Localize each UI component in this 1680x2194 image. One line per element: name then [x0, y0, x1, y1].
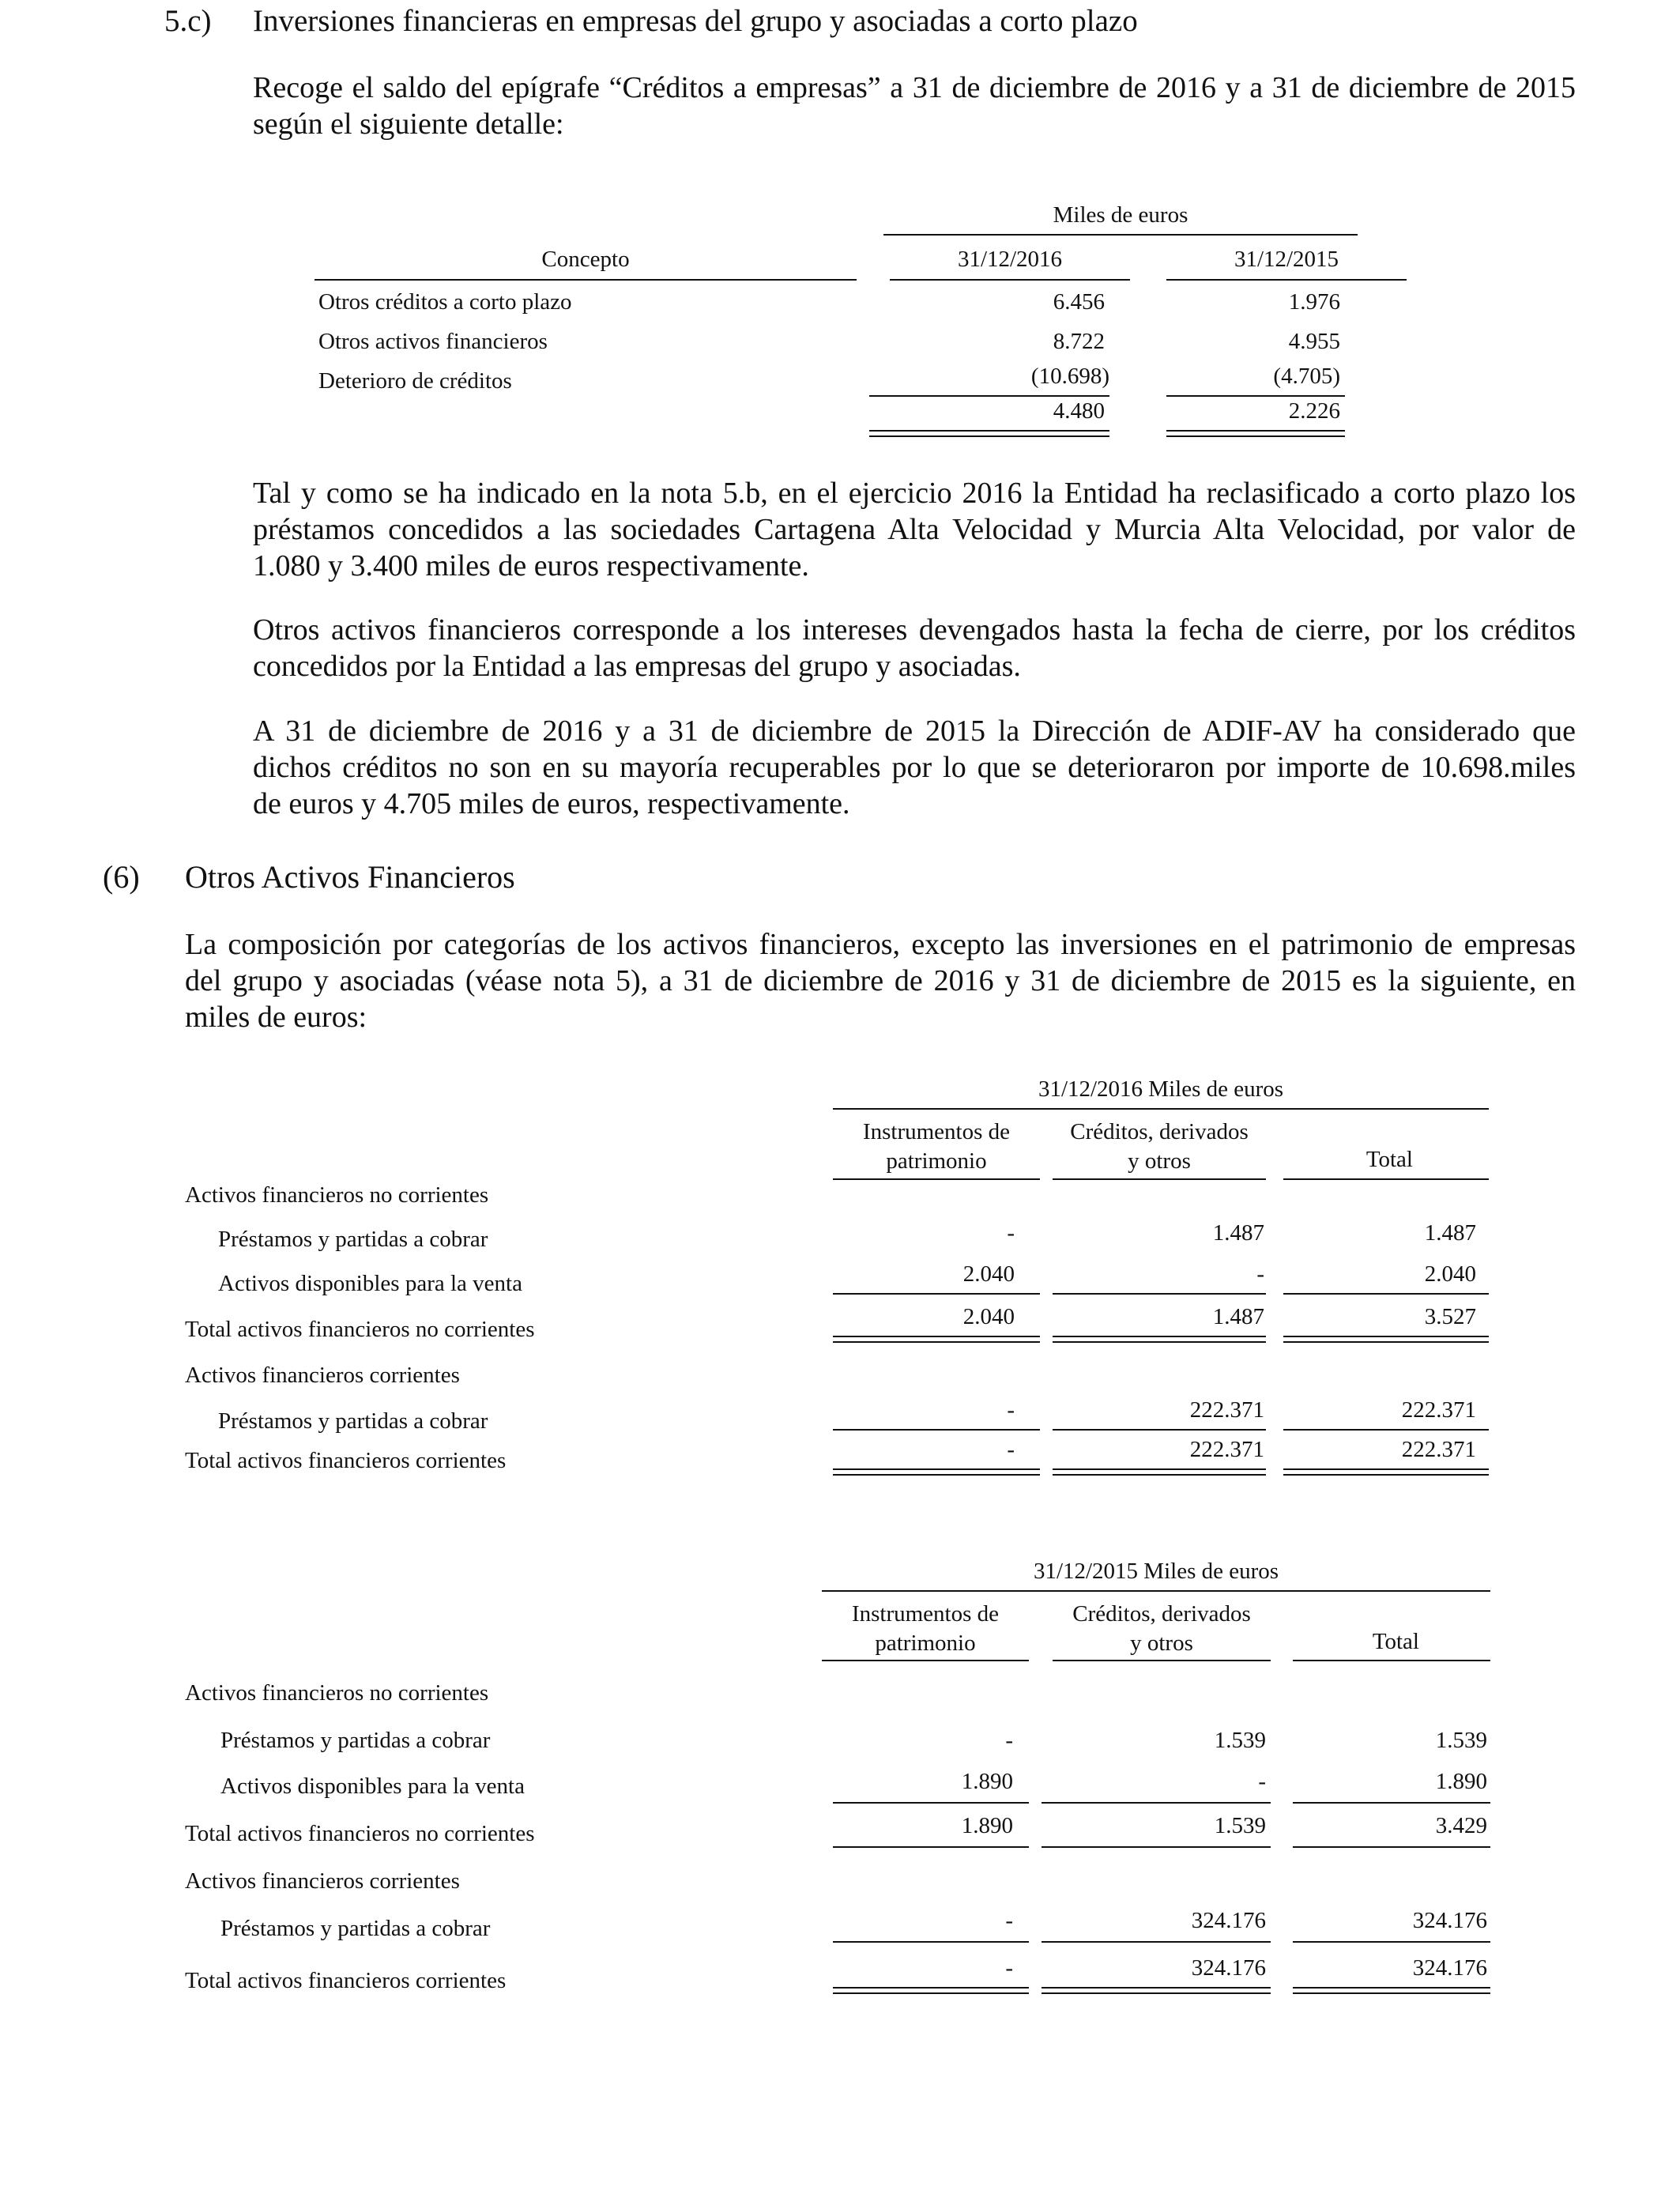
column-header-total: Total: [1372, 1629, 1419, 1654]
double-underline: [1283, 1468, 1489, 1476]
row-label: Total activos financieros corrientes: [185, 1448, 507, 1473]
divider: [1053, 1660, 1271, 1661]
value-total: 1.890: [1435, 1769, 1487, 1794]
text-line: dichos créditos no son en su mayoría recuperables por lo que se deterioraron por importe de 10.698.miles: [253, 751, 1576, 784]
text-line: miles de euros:: [185, 1001, 367, 1034]
text-line: concedidos por la Entidad a las empresas del grupo y asociadas.: [253, 650, 1021, 683]
value-2015: (4.705): [1273, 364, 1340, 389]
value-total: 1.539: [1435, 1728, 1487, 1753]
double-underline: [833, 1468, 1040, 1476]
divider: [315, 279, 857, 281]
value-creditos: 1.539: [1214, 1728, 1266, 1753]
double-underline: [1283, 1336, 1489, 1343]
total-2015: 2.226: [1288, 398, 1340, 424]
value-instrumentos: -: [1005, 1728, 1013, 1753]
divider: [890, 279, 1130, 281]
double-underline: [1053, 1468, 1266, 1476]
double-underline: [1293, 1987, 1490, 1994]
row-label: Deterioro de créditos: [318, 368, 512, 394]
table-group-header: 31/12/2015 Miles de euros: [1033, 1559, 1279, 1584]
row-label: Préstamos y partidas a cobrar: [218, 1227, 488, 1252]
row-label: Préstamos y partidas a cobrar: [218, 1408, 488, 1434]
column-header-2016: 31/12/2016: [957, 247, 1063, 272]
divider: [1053, 1429, 1266, 1431]
column-header-total: Total: [1365, 1147, 1413, 1172]
value-creditos: -: [1256, 1261, 1264, 1287]
column-header-instrumentos: Instrumentos de patrimonio: [851, 1601, 1000, 1656]
value-total: 3.429: [1435, 1813, 1487, 1838]
text-line: préstamos concedidos a las sociedades Cartagena Alta Velocidad y Murcia Alta Velocidad, por valor de: [253, 513, 1576, 546]
column-header-creditos: Créditos, derivados y otros: [1072, 1601, 1251, 1656]
divider: [869, 395, 1109, 397]
group-label: Activos financieros corrientes: [185, 1868, 460, 1894]
divider: [1293, 1802, 1490, 1804]
row-label: Préstamos y partidas a cobrar: [220, 1916, 491, 1941]
value-2016: (10.698): [1030, 364, 1109, 389]
column-header-2015: 31/12/2015: [1234, 247, 1339, 272]
section-number: (6): [103, 859, 140, 895]
divider: [833, 1178, 1040, 1180]
text-line: Tal y como se ha indicado en la nota 5.b, en el ejercicio 2016 la Entidad ha reclasificado a corto plazo los: [253, 477, 1576, 510]
text-line: A 31 de diciembre de 2016 y a 31 de diciembre de 2015 la Dirección de ADIF-AV ha considerado que: [253, 714, 1576, 748]
double-underline: [1166, 430, 1345, 437]
double-underline: [833, 1987, 1029, 1994]
divider: [1293, 1660, 1490, 1661]
divider: [833, 1846, 1029, 1848]
paragraph: [253, 713, 1576, 822]
value-total: 324.176: [1412, 1908, 1487, 1933]
value-instrumentos: 2.040: [962, 1261, 1015, 1287]
value-total: 222.371: [1401, 1397, 1476, 1423]
divider: [1283, 1178, 1489, 1180]
value-creditos: -: [1258, 1769, 1266, 1794]
value-instrumentos: 2.040: [962, 1304, 1015, 1329]
value-total: 324.176: [1412, 1955, 1487, 1981]
divider: [1053, 1178, 1266, 1180]
table-group-header: Miles de euros: [1053, 202, 1188, 228]
row-label: Total activos financieros corrientes: [185, 1968, 507, 1993]
table-group-header: 31/12/2016 Miles de euros: [1038, 1076, 1284, 1102]
divider: [1166, 395, 1345, 397]
total-2016: 4.480: [1053, 398, 1105, 424]
divider: [1166, 279, 1407, 281]
divider: [833, 1108, 1489, 1110]
value-total: 3.527: [1424, 1304, 1476, 1329]
divider: [822, 1660, 1029, 1661]
row-label: Activos disponibles para la venta: [220, 1774, 525, 1799]
text-line: del grupo y asociadas (véase nota 5), a 31 de diciembre de 2016 y 31 de diciembre de 2015 es la siguiente, en: [185, 964, 1576, 997]
text-line: según el siguiente detalle:: [253, 107, 564, 141]
value-total: 1.487: [1424, 1220, 1476, 1246]
group-label: Activos financieros corrientes: [185, 1363, 460, 1388]
double-underline: [1042, 1987, 1271, 1994]
double-underline: [1053, 1336, 1266, 1343]
text-line: La composición por categorías de los activos financieros, excepto las inversiones en el patrimonio de empresas: [185, 928, 1576, 961]
text-line: Otros activos financieros corresponde a los intereses devengados hasta la fecha de cierre, por los créditos: [253, 613, 1576, 647]
divider: [1042, 1941, 1271, 1943]
double-underline: [869, 430, 1109, 437]
paragraph: [253, 612, 1576, 684]
value-instrumentos: -: [1005, 1955, 1013, 1981]
text-line: Recoge el saldo del epígrafe “Créditos a empresas” a 31 de diciembre de 2016 y a 31 de diciembre de 2015: [253, 71, 1576, 104]
divider: [1283, 1429, 1489, 1431]
row-label: Total activos financieros no corrientes: [185, 1821, 535, 1846]
section-intro: [253, 70, 1576, 142]
value-creditos: 1.539: [1214, 1813, 1266, 1838]
value-creditos: 222.371: [1189, 1437, 1264, 1462]
value-creditos: 324.176: [1191, 1908, 1266, 1933]
row-label: Total activos financieros no corrientes: [185, 1317, 535, 1342]
value-total: 2.040: [1424, 1261, 1476, 1287]
value-2015: 1.976: [1288, 289, 1340, 315]
value-instrumentos: -: [1007, 1437, 1015, 1462]
column-header-creditos: Créditos, derivados y otros: [1070, 1119, 1249, 1174]
value-creditos: 1.487: [1212, 1304, 1264, 1329]
divider: [883, 234, 1358, 236]
text-line: 1.080 y 3.400 miles de euros respectivamente.: [253, 549, 809, 582]
value-creditos: 324.176: [1191, 1955, 1266, 1981]
divider: [1053, 1293, 1266, 1295]
divider: [1042, 1846, 1271, 1848]
value-2015: 4.955: [1288, 329, 1340, 354]
row-label: Activos disponibles para la venta: [218, 1271, 522, 1296]
divider: [1293, 1846, 1490, 1848]
section-intro: [185, 926, 1576, 1035]
divider: [833, 1293, 1040, 1295]
group-label: Activos financieros no corrientes: [185, 1182, 489, 1208]
divider: [1293, 1941, 1490, 1943]
column-header-concept: Concepto: [541, 247, 630, 272]
value-creditos: 1.487: [1212, 1220, 1264, 1246]
divider: [1042, 1802, 1271, 1804]
value-instrumentos: -: [1007, 1397, 1015, 1423]
divider: [833, 1941, 1029, 1943]
divider: [833, 1429, 1040, 1431]
value-2016: 8.722: [1053, 329, 1105, 354]
row-label: Préstamos y partidas a cobrar: [220, 1728, 491, 1753]
text-line: de euros y 4.705 miles de euros, respectivamente.: [253, 787, 850, 820]
value-instrumentos: -: [1007, 1220, 1015, 1246]
value-instrumentos: -: [1005, 1908, 1013, 1933]
value-instrumentos: 1.890: [961, 1769, 1013, 1794]
row-label: Otros activos financieros: [318, 329, 548, 354]
section-number: 5.c): [164, 4, 212, 38]
group-label: Activos financieros no corrientes: [185, 1680, 489, 1706]
value-creditos: 222.371: [1189, 1397, 1264, 1423]
double-underline: [833, 1336, 1040, 1343]
value-2016: 6.456: [1053, 289, 1105, 315]
section-title: Inversiones financieras en empresas del grupo y asociadas a corto plazo: [253, 4, 1138, 38]
divider: [822, 1590, 1490, 1592]
paragraph: [253, 475, 1576, 584]
divider: [833, 1802, 1029, 1804]
divider: [1283, 1293, 1489, 1295]
value-total: 222.371: [1401, 1437, 1476, 1462]
section-title: Otros Activos Financieros: [185, 859, 515, 895]
column-header-instrumentos: Instrumentos de patrimonio: [862, 1119, 1011, 1174]
row-label: Otros créditos a corto plazo: [318, 289, 572, 315]
value-instrumentos: 1.890: [961, 1813, 1013, 1838]
